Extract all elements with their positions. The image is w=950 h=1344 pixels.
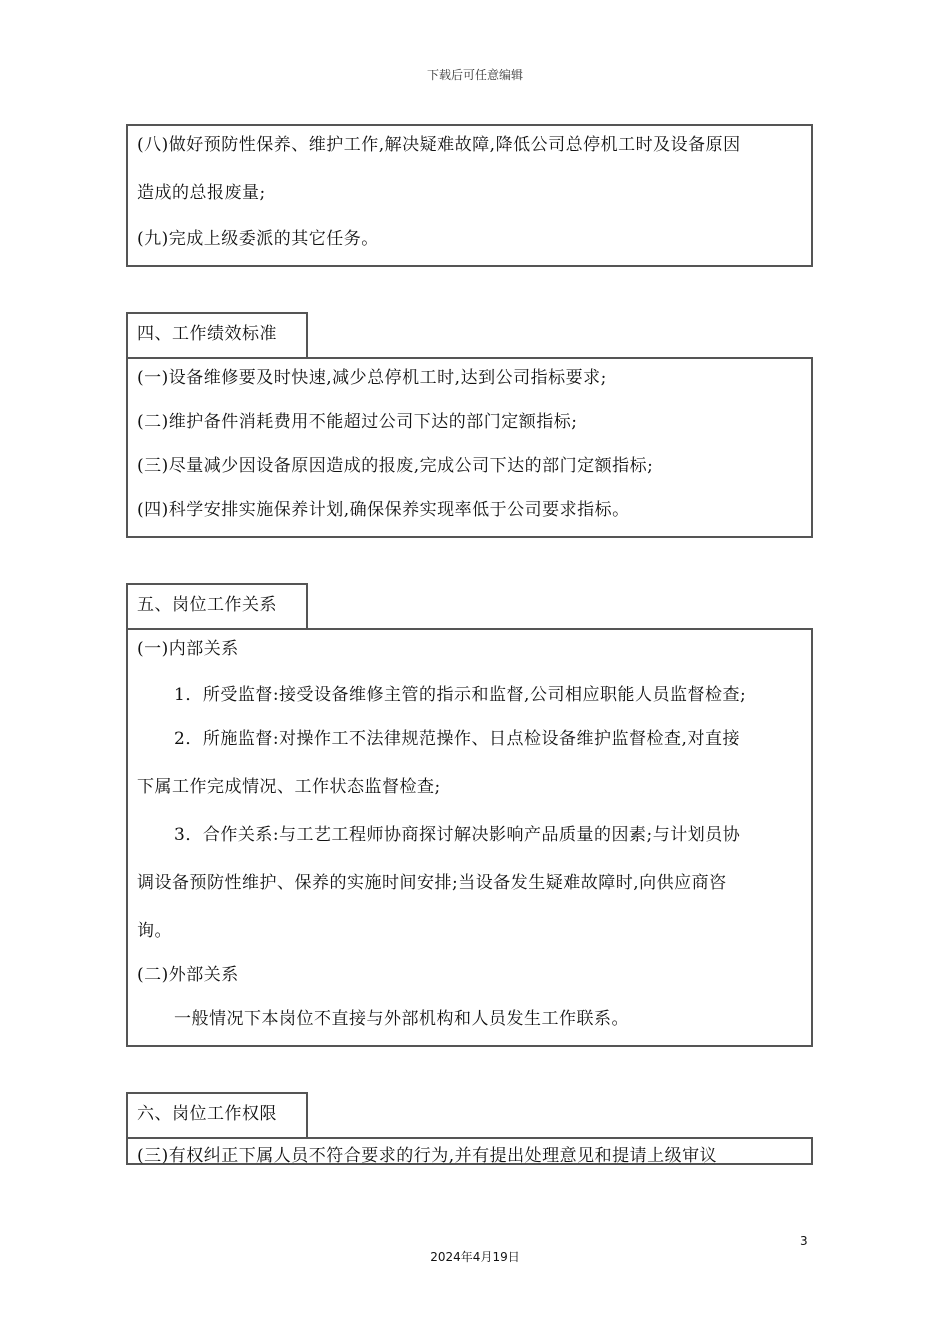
section6-authority-box (126, 1137, 813, 1165)
footer-date: 2024年4月19日 (430, 1250, 520, 1264)
section3-duties-box (126, 124, 813, 267)
external-relations-heading: (二)外部关系 (137, 965, 239, 985)
standard-item-3: (三)尽量减少因设备原因造成的报废,完成公司下达的部门定额指标; (137, 456, 654, 476)
external-relations-text: 一般情况下本岗位不直接与外部机构和人员发生工作联系。 (174, 1009, 629, 1029)
duty-item-8-line1: (八)做好预防性保养、维护工作,解决疑难故障,降低公司总停机工时及设备原因 (137, 135, 741, 155)
relation-item-2-line1: 2．所施监督:对操作工不法律规范操作、日点检设备维护监督检查,对直接 (174, 729, 740, 749)
page-number: 3 (800, 1234, 808, 1248)
relation-item-2-line2: 下属工作完成情况、工作状态监督检查; (137, 777, 441, 797)
section6-title-tab (126, 1092, 308, 1138)
standard-item-2: (二)维护备件消耗费用不能超过公司下达的部门定额指标; (137, 412, 578, 432)
header-note: 下载后可任意编辑 (426, 68, 523, 82)
relation-item-3-line2: 调设备预防性维护、保养的实施时间安排;当设备发生疑难故障时,向供应商咨 (137, 873, 727, 893)
section-title: 六、岗位工作权限 (137, 1104, 277, 1124)
relation-item-3-line3: 询。 (137, 921, 172, 941)
standard-item-4: (四)科学安排实施保养计划,确保保养实现率低于公司要求指标。 (137, 500, 630, 520)
internal-relations-heading: (一)内部关系 (137, 639, 239, 659)
section-title: 五、岗位工作关系 (137, 595, 277, 615)
standard-item-1: (一)设备维修要及时快速,减少总停机工时,达到公司指标要求; (137, 368, 607, 388)
authority-item-3: (三)有权纠正下属人员不符合要求的行为,并有提出处理意见和提请上级审议 (137, 1146, 718, 1166)
section5-title-tab (126, 583, 308, 629)
duty-item-9: (九)完成上级委派的其它任务。 (137, 229, 379, 249)
section4-standards-box (126, 357, 813, 538)
relation-item-3-line1: 3．合作关系:与工艺工程师协商探讨解决影响产品质量的因素;与计划员协 (174, 825, 741, 845)
section-title: 四、工作绩效标准 (137, 324, 277, 344)
section5-relations-box (126, 628, 813, 1047)
relation-item-1: 1．所受监督:接受设备维修主管的指示和监督,公司相应职能人员监督检查; (174, 685, 747, 705)
section4-title-tab (126, 312, 308, 358)
duty-item-8-line2: 造成的总报废量; (137, 183, 266, 203)
